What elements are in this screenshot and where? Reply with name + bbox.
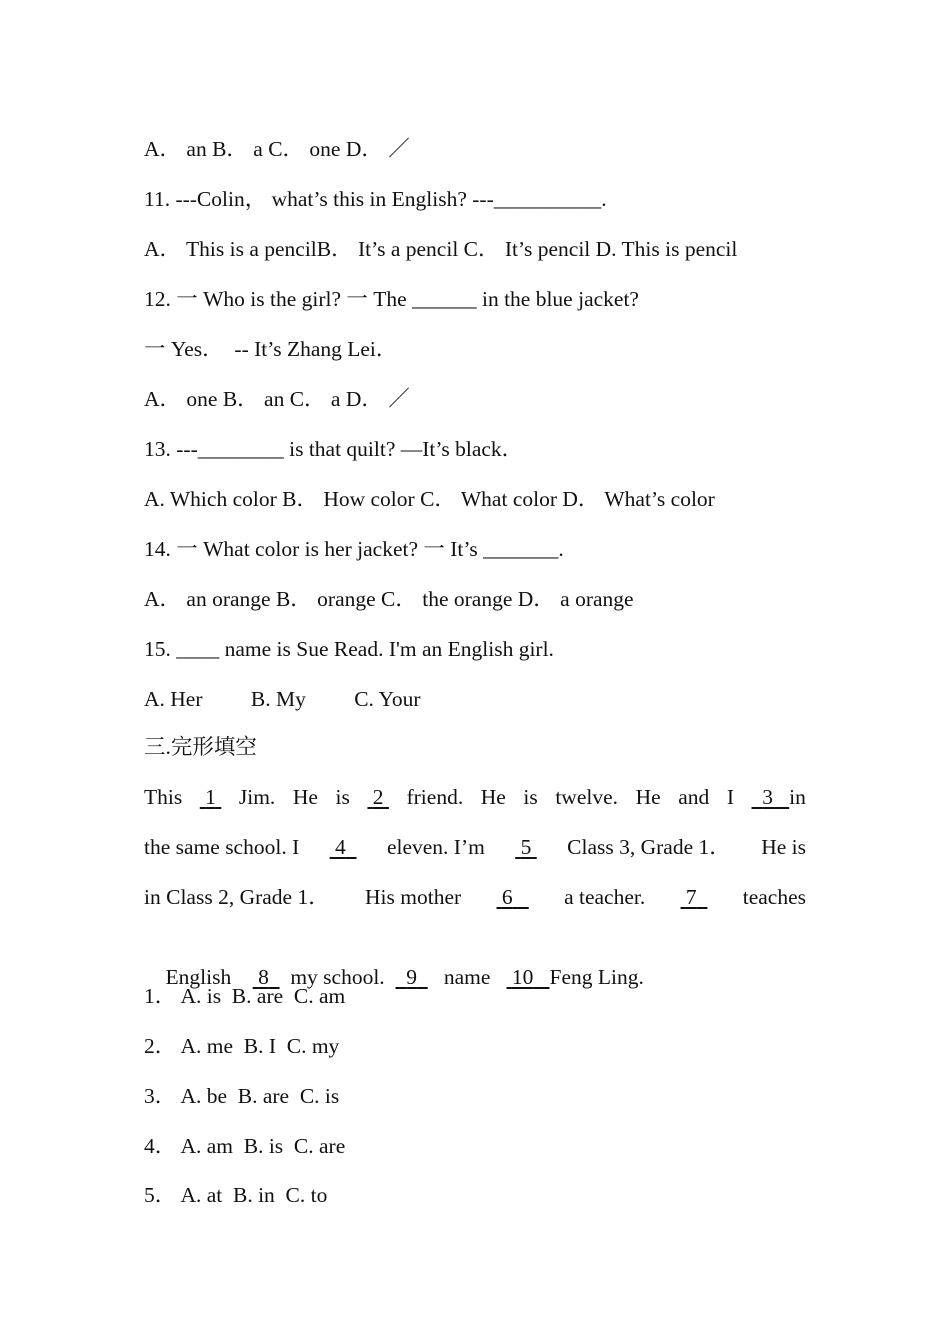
q15-question: 15. ____ name is Sue Read. I'm an English girl. bbox=[144, 637, 554, 661]
cloze-blank-6: 6 bbox=[501, 885, 513, 909]
cloze-option-3: 3． A. be B. are C. is bbox=[144, 1084, 340, 1108]
q10-options: A． an B． a C． one D． ／ bbox=[144, 137, 410, 161]
cloze-blank-4: 4 bbox=[335, 835, 346, 859]
cloze-blank-8: 8 bbox=[258, 965, 269, 989]
q12-options: A． one B． an C． a D． ／ bbox=[144, 387, 410, 411]
cloze-word: is bbox=[335, 785, 350, 809]
q14-options: A． an orange B． orange C． the orange D． a orange bbox=[144, 587, 634, 611]
q13-question: 13. ---________ is that quilt? —It’s black． bbox=[144, 437, 524, 461]
cloze-word: is bbox=[523, 785, 538, 809]
cloze-text: He is bbox=[761, 835, 806, 859]
cloze-text: English bbox=[165, 965, 232, 989]
cloze-text: in Class 2, Grade 1． bbox=[144, 885, 330, 909]
cloze-text: name bbox=[443, 965, 491, 989]
cloze-word: and bbox=[678, 785, 710, 809]
cloze-blank-3: 3 in bbox=[762, 785, 806, 809]
q12-answer-line: 一 Yes． -- It’s Zhang Lei． bbox=[144, 337, 398, 361]
q13-options: A. Which color B． How color C． What color D． What’s color bbox=[144, 487, 715, 511]
cloze-word: He bbox=[635, 785, 661, 809]
q11-options: A． This is a pencilB． It’s a pencil C． It’s pencil D. This is pencil bbox=[144, 237, 738, 261]
cloze-option-1: 1． A. is B. are C. am bbox=[144, 984, 346, 1008]
cloze-text: my school. bbox=[290, 965, 385, 989]
cloze-blank-7: 7 bbox=[685, 885, 697, 909]
cloze-text: eleven. I’m bbox=[386, 835, 485, 859]
section-heading-cloze: 三.完形填空 bbox=[144, 735, 257, 759]
q12-question: 12. 一 Who is the girl? 一 The ______ in the blue jacket? bbox=[144, 287, 639, 311]
cloze-word: This bbox=[144, 785, 183, 809]
cloze-option-5: 5． A. at B. in C. to bbox=[144, 1183, 328, 1207]
cloze-passage-line-1 bbox=[144, 782, 806, 812]
cloze-word: Jim. bbox=[238, 785, 276, 809]
cloze-word: friend. bbox=[406, 785, 464, 809]
cloze-passage-line-2 bbox=[144, 832, 806, 862]
cloze-text: teaches bbox=[742, 885, 806, 909]
cloze-text: Class 3, Grade 1． bbox=[567, 835, 731, 859]
cloze-blank-5: 5 bbox=[520, 835, 532, 859]
cloze-option-2: 2． A. me B. I C. my bbox=[144, 1034, 340, 1058]
cloze-word: I bbox=[726, 785, 734, 809]
cloze-blank-2: 2 bbox=[372, 785, 384, 809]
cloze-blank-9: 9 bbox=[406, 965, 417, 989]
cloze-word: He bbox=[292, 785, 318, 809]
cloze-text: the same school. I bbox=[144, 835, 300, 859]
q15-options: A. Her B. My C. Your bbox=[144, 687, 421, 711]
cloze-word: He bbox=[480, 785, 506, 809]
cloze-blank-10: 10 Feng Ling. bbox=[511, 965, 644, 989]
cloze-text: a teacher. bbox=[564, 885, 646, 909]
cloze-word: twelve. bbox=[555, 785, 618, 809]
q14-question: 14. 一 What color is her jacket? 一 It’s _______. bbox=[144, 537, 564, 561]
q11-question: 11. ---Colin， what’s this in English? ---__________. bbox=[144, 187, 607, 211]
cloze-passage-line-3 bbox=[144, 882, 806, 912]
cloze-option-4: 4． A. am B. is C. are bbox=[144, 1134, 346, 1158]
cloze-text: His mother bbox=[365, 885, 462, 909]
cloze-blank-1: 1 bbox=[205, 785, 216, 809]
